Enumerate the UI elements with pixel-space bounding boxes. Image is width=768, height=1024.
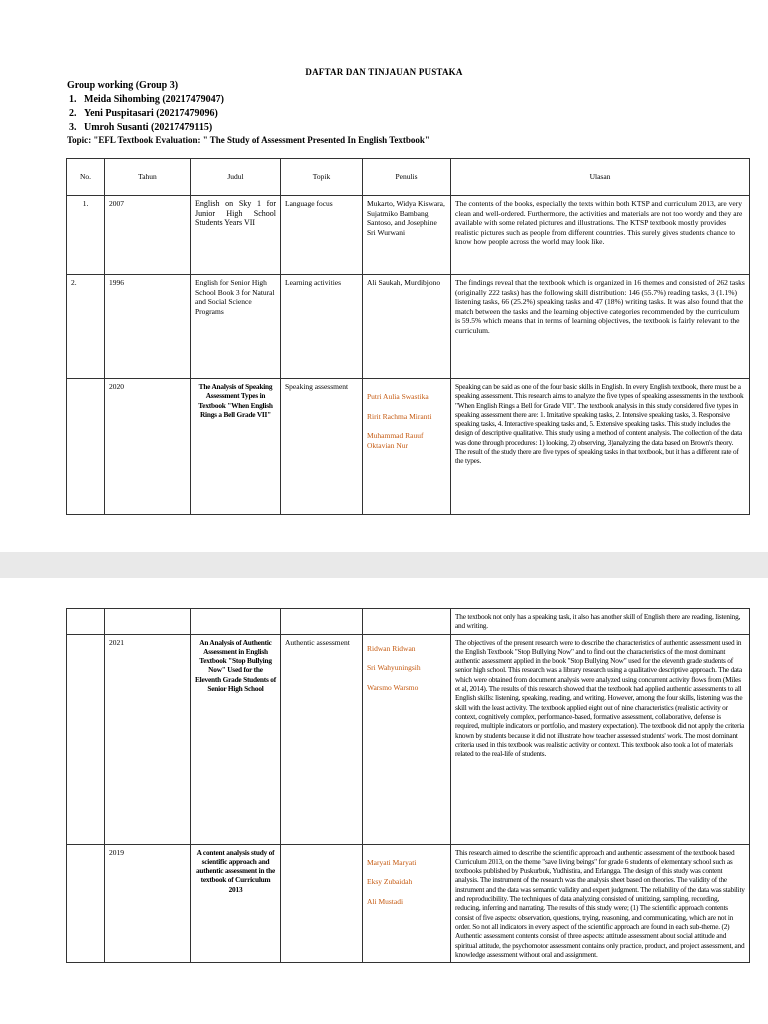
author-name: Muhammad Rauuf Oktavian Nur xyxy=(367,431,424,450)
header-year: Tahun xyxy=(105,159,191,196)
cell-title: A content analysis study of scientific approach and authentic assessment in the textbook of Curriculum 2013 xyxy=(191,844,281,963)
header-review: Ulasan xyxy=(451,159,750,196)
table-row xyxy=(67,844,750,963)
author-name: Ririt Rachma Miranti xyxy=(367,411,432,421)
author-name: Putri Aulia Swastika xyxy=(367,392,429,401)
topic-label: Topic xyxy=(67,135,89,145)
cell-no xyxy=(67,844,105,963)
cell-review: This research aimed to describe the scientific approach and authentic assessment of the textbook based Curriculum 2013, on the theme "save living beings" for grade 6 students of elementary school such as textbooks published by Puskurbuk, Yudhistira, and Erlangga. The design of this study was content analysis. The instrument of the research was the analysis sheet based on theories. The validity of the instrument and the data was semantic validity and expert judgment. The reliability of the data was stability and reproducibility. The techniques of data analyzing consisted of unitizing, sampling, recording, reducing, inferring and narrating. The results of this study were; (1) The scientific approach contents consist of five aspects: observation, questions, trying, reasoning, and communicating, which are not in order. So not all indicators in every aspect of the scientific approach are found in each sub-theme. (2) Authentic assessment contents consist of three aspects: attitude assessment about social attitude and spiritual attitude, the psychomotor assessment contains only practice, product, and project assessment, and knowledge assessment without oral and assignment. xyxy=(451,844,750,963)
group-heading: Group working (Group 3) xyxy=(67,80,179,91)
author-name: Warsmo Warsmo xyxy=(367,682,419,692)
cell-year: 1996 xyxy=(105,275,191,379)
header-authors: Penulis xyxy=(363,159,451,196)
header-title: Judul xyxy=(191,159,281,196)
cell-year: 2020 xyxy=(105,379,191,515)
cell-no xyxy=(67,634,105,844)
author-name: Ridwan Ridwan xyxy=(367,643,416,653)
table-row xyxy=(67,196,750,275)
cell-authors xyxy=(363,609,451,635)
member-list xyxy=(67,93,224,135)
table-row xyxy=(67,275,750,379)
cell-review: The findings reveal that the textbook which is organized in 16 themes and consisted of 262 tasks (originally 222 tasks) has the following skill distribution: 146 (55.7%) reading tasks, 3 (1.1%) listening tasks, 66 (25.2%) speaking tasks and 47 (18%) writing tasks. It was also found that the match between the tasks and the learning objective categories recommended by the curriculum is 59.5% which means that in terms of learning objectives, the textbook is fairly relevant to the curriculum. xyxy=(451,275,750,379)
header-no: No. xyxy=(67,159,105,196)
cell-title xyxy=(191,609,281,635)
table-header-row xyxy=(67,159,750,196)
cell-authors: Mukarto, Widya Kiswara, Sujatmiko Bambang Santoso, and Josephine Sri Wurwani xyxy=(363,196,451,275)
cell-year: 2007 xyxy=(105,196,191,275)
member-item: 3. Umroh Susanti (20217479115) xyxy=(69,122,213,133)
document-title: DAFTAR DAN TINJAUAN PUSTAKA xyxy=(305,67,463,77)
cell-no: 2. xyxy=(67,275,105,379)
cell-no: 1. xyxy=(67,196,105,275)
author-name: Sri Wahyuningsih xyxy=(367,663,421,673)
cell-review: The textbook not only has a speaking task, it also has another skill of English there are reading, listening, and writing. xyxy=(451,609,750,635)
cell-topic xyxy=(281,609,363,635)
cell-authors xyxy=(363,634,451,844)
cell-topic xyxy=(281,844,363,963)
author-name: Eksy Zubaidah xyxy=(367,877,413,887)
cell-authors xyxy=(363,844,451,963)
cell-title: An Analysis of Authentic Assessment in English Textbook "Stop Bullying Now" Used for the Eleventh Grade Students of Senior High School xyxy=(191,634,281,844)
cell-authors xyxy=(363,379,451,515)
cell-topic: Speaking assessment xyxy=(281,379,363,515)
cell-title: The Analysis of Speaking Assessment Types in Textbook "When English Rings a Bell Grade VII" xyxy=(191,379,281,515)
table-row xyxy=(67,634,750,844)
cell-review: Speaking can be said as one of the four basic skills in English. In every English textbook, there must be a speaking assessment. This research aims to analyze the five types of speaking assessments in the textbook "When English Rings a Bell for Grade VII". The textbook analysis in this study considered five types in speaking assessment there are: 1. Imitative speaking tasks, 2. Intensive speaking tasks, 3. Responsive speaking tasks, 4. Interactive speaking tasks and, 5. Extensive speaking tasks. This study includes the design of descriptive qualitative. This study using a method of content analysis. The collection of the data was done through procedures: 1) looking, 2) observing, 3)analyzing the data based on Brown's theory. The result of the study there are five types of speaking tasks in that textbook, but it has a different rate of the types. xyxy=(451,379,750,515)
group-members-block xyxy=(67,79,224,135)
cell-review: The contents of the books, especially the texts within both KTSP and curriculum 2013, are very clean and well-ordered. Furthermore, the activities and materials are not too wordy and they are available with some related pictures and illustrations. The KTSP textbook mostly provides realistic pictures such as people from different countries. This surely gives students chance to know how people across the world may look like. xyxy=(451,196,750,275)
table-row xyxy=(67,609,750,635)
topic-text: : "EFL Textbook Evaluation: " The Study of Assessment Presented In English Textbook" xyxy=(88,135,430,145)
author-name: Maryati Maryati xyxy=(367,857,417,867)
cell-year: 2019 xyxy=(105,844,191,963)
cell-authors: Ali Saukah, Murdibjono xyxy=(363,275,451,379)
cell-review: The objectives of the present research were to describe the characteristics of authentic assessment used in the English Textbook "Stop Bullying Now" and to find out the characteristics of the most dominant authentic assessment applied in the book "Stop Bullying Now" used for the eleventh grade students of senior high school. This research was a library research using a qualitative descriptive approach. The data which were obtained from document analysis were analyzed using concurrent activity flows from (Miles et al, 2014). The results of this research showed that the textbook had applied authentic assessments to all English skills: listening, speaking, reading, and writing. However, among the four skills, listening was the skill with the least activity. The textbook applied eight out of nine characteristics (realistic activity or context, cognitively complex, performance-based, formative assessment, collaborative, defense is required, multiple indicators or portfolio, and mastery expectation). The textbook did not apply the criteria known by students because it did not illustrate how teacher assessed students' work. The most dominant criteria used in this textbook was realistic activity or context. This textbook also took a lot of materials related to the real-life of students. xyxy=(451,634,750,844)
cell-topic: Learning activities xyxy=(281,275,363,379)
cell-topic: Authentic assessment xyxy=(281,634,363,844)
header-topic: Topik xyxy=(281,159,363,196)
cell-title: English for Senior High School Book 3 for Natural and Social Science Programs xyxy=(191,275,281,379)
member-item: 1. Meida Sihombing (20217479047) xyxy=(69,94,225,105)
cell-year xyxy=(105,609,191,635)
topic-line xyxy=(67,135,430,145)
cell-topic: Language focus xyxy=(281,196,363,275)
literature-table-continued xyxy=(66,608,750,963)
cell-year: 2021 xyxy=(105,634,191,844)
cell-no xyxy=(67,609,105,635)
author-name: Ali Mustadi xyxy=(367,896,404,906)
cell-title: English on Sky 1 for Junior High School Students Years VII xyxy=(191,196,281,275)
member-item: 2. Yeni Puspitasari (20217479096) xyxy=(69,108,218,119)
literature-table xyxy=(66,158,750,515)
cell-no xyxy=(67,379,105,515)
table-row xyxy=(67,379,750,515)
